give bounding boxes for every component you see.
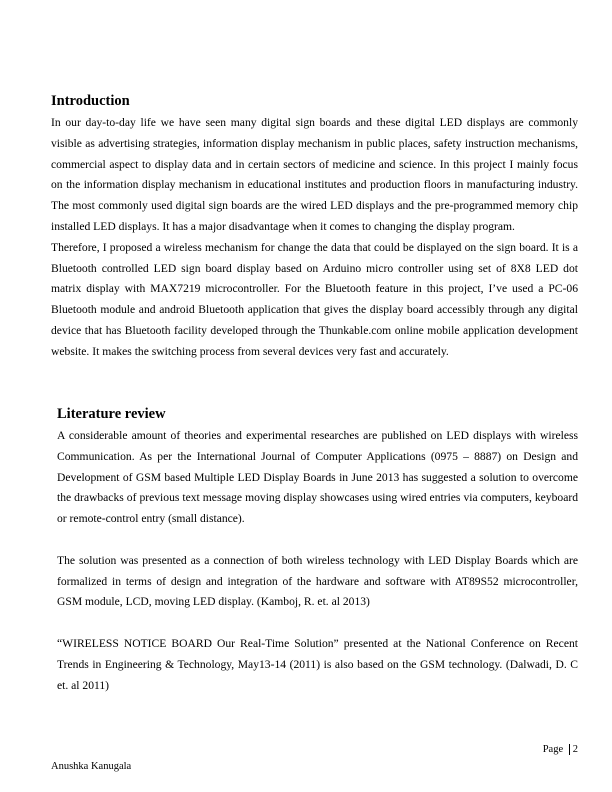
literature-review-paragraph-2: The solution was presented as a connection of both wireless technology with LED Display Boards which are formalized in terms of design and integration of the hardware and software with AT89S52 microcontroller, GSM module, LCD, moving LED display. (Kamboj, R. et. al 2013) — [57, 553, 578, 609]
introduction-paragraph-1: In our day-to-day life we have seen many digital sign boards and these digital LED displays are commonly visible as advertising strategies, information display mechanism in public places, safety instruction mechanisms, commercial aspect to display data and in certain sectors of medicine and science. In this project I mainly focus on the information display mechanism in educational institutes and production floors in manufacturing industry. The most commonly used digital sign boards are the wired LED displays and the pre-programmed memory chip installed LED displays. It has a major disadvantage when it comes to changing the display program. — [51, 116, 578, 233]
introduction-paragraph-2: Therefore, I proposed a wireless mechanism for change the data that could be displayed on the sign board. It is a Bluetooth controlled LED sign board display based on Arduino micro controller using set of 8X8 LED dot matrix display with MAX7219 microcontroller. For the Bluetooth feature in this project, I’ve used a PC-06 Bluetooth module and android Bluetooth application that gives the display board accessibly through any digital device that has Bluetooth facility developed through the Thunkable.com online mobile application development website. It makes the switching process from several devices very fast and accurately. — [51, 240, 578, 358]
introduction-section — [51, 92, 578, 363]
footer-author: Anushka Kanugala — [51, 761, 132, 772]
literature-review-paragraph-3: “WIRELESS NOTICE BOARD Our Real-Time Solution” presented at the National Conference on Recent Trends in Engineering & Technology, May13-14 (2011) is also based on the GSM technology. (Dalwadi, D. C et. al 2011) — [57, 636, 578, 692]
page-number — [543, 744, 578, 755]
page-separator — [569, 744, 570, 755]
paragraph-gap — [57, 613, 578, 634]
page-number-value: 2 — [572, 744, 578, 755]
literature-review-paragraph-1: A considerable amount of theories and experimental researches are published on LED displays with wireless Communication. As per the International Journal of Computer Applications (0975 – 8887) on Design and Development of GSM based Multiple LED Display Boards in June 2013 has suggested a solution to overcome the drawbacks of previous text message moving display showcases using wired entries via computers, keyboard or remote-control entry (small distance). — [57, 429, 578, 526]
introduction-heading: Introduction — [51, 93, 130, 109]
literature-review-heading: Literature review — [57, 406, 166, 422]
page-label: Page — [542, 744, 564, 755]
paragraph-gap — [57, 530, 578, 551]
literature-review-section — [57, 405, 578, 696]
